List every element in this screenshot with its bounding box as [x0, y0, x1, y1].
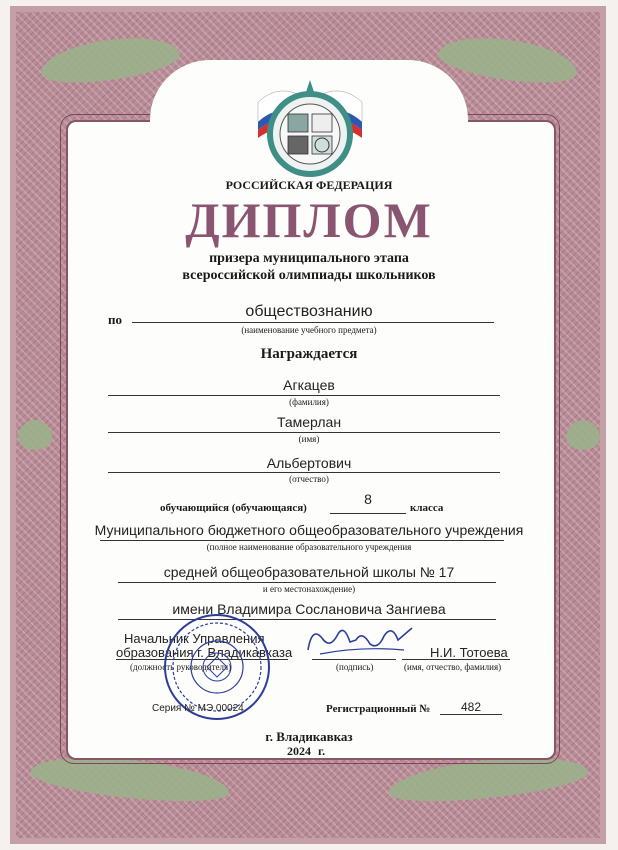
- sign-caption: (подпись): [336, 662, 374, 672]
- patronymic-caption: (отчество): [289, 474, 329, 484]
- name-value: Тамерлан: [276, 414, 342, 430]
- signer-name: Н.И. Тотоева: [430, 645, 508, 660]
- grade-value: 8: [364, 491, 372, 507]
- school-underline-1: [100, 540, 504, 541]
- subject-prefix: по: [108, 312, 122, 327]
- city: г. Владикавказ: [265, 729, 353, 744]
- surname-value: Агкацев: [283, 377, 335, 393]
- grade-line: [330, 513, 406, 514]
- patronymic-value: Альбертович: [266, 455, 352, 471]
- diploma-title: ДИПЛОМ: [185, 192, 433, 248]
- position-caption: (должность руководителя): [130, 662, 232, 672]
- name-caption: (имя): [298, 434, 320, 444]
- year-suffix: г.: [318, 744, 326, 758]
- registration-underline: [440, 714, 502, 715]
- olympiad-logo: [250, 72, 370, 184]
- name-line: [108, 432, 500, 433]
- school-line-1: Муниципального бюджетного общеобразовательного учреждения: [94, 522, 524, 538]
- surname-line: [108, 395, 500, 396]
- subject-caption: (наименование учебного предмета): [241, 325, 377, 335]
- school-caption-2: и его местонахождение): [262, 584, 356, 594]
- signer-caption: (имя, отчество, фамилия): [404, 662, 502, 672]
- patronymic-line: [108, 472, 500, 473]
- position-line-2: образования г. Владикавказа: [116, 645, 293, 660]
- sign-underline: [312, 659, 396, 660]
- awarded-label: Награждается: [260, 346, 358, 362]
- serial-number: Серия № МЭ 00024: [152, 703, 244, 714]
- school-line-3: имени Владимира Сослановича Зангиева: [172, 601, 446, 617]
- school-underline-2: [118, 582, 496, 583]
- year: 2024: [287, 744, 311, 758]
- signature-image: [300, 620, 420, 664]
- school-line-2: средней общеобразовательной школы № 17: [163, 564, 455, 580]
- registration-number: 482: [460, 700, 482, 714]
- signer-underline: [402, 659, 510, 660]
- grade-prefix: обучающийся (обучающаяся): [160, 502, 307, 514]
- country-name: РОССИЙСКАЯ ФЕДЕРАЦИЯ: [225, 178, 393, 192]
- subject-line: [132, 322, 494, 323]
- position-line-1: Начальник Управления: [124, 631, 265, 646]
- registration-label: Регистрационный №: [326, 703, 431, 715]
- surname-caption: (фамилия): [289, 397, 329, 407]
- subtitle-line-2: всероссийской олимпиады школьников: [182, 268, 436, 283]
- grade-suffix: класса: [410, 502, 444, 514]
- subject-value: обществознанию: [245, 303, 373, 320]
- subtitle-line-1: призера муниципального этапа: [209, 251, 409, 266]
- school-caption-1: (полное наименование образовательного учреждения: [206, 542, 412, 552]
